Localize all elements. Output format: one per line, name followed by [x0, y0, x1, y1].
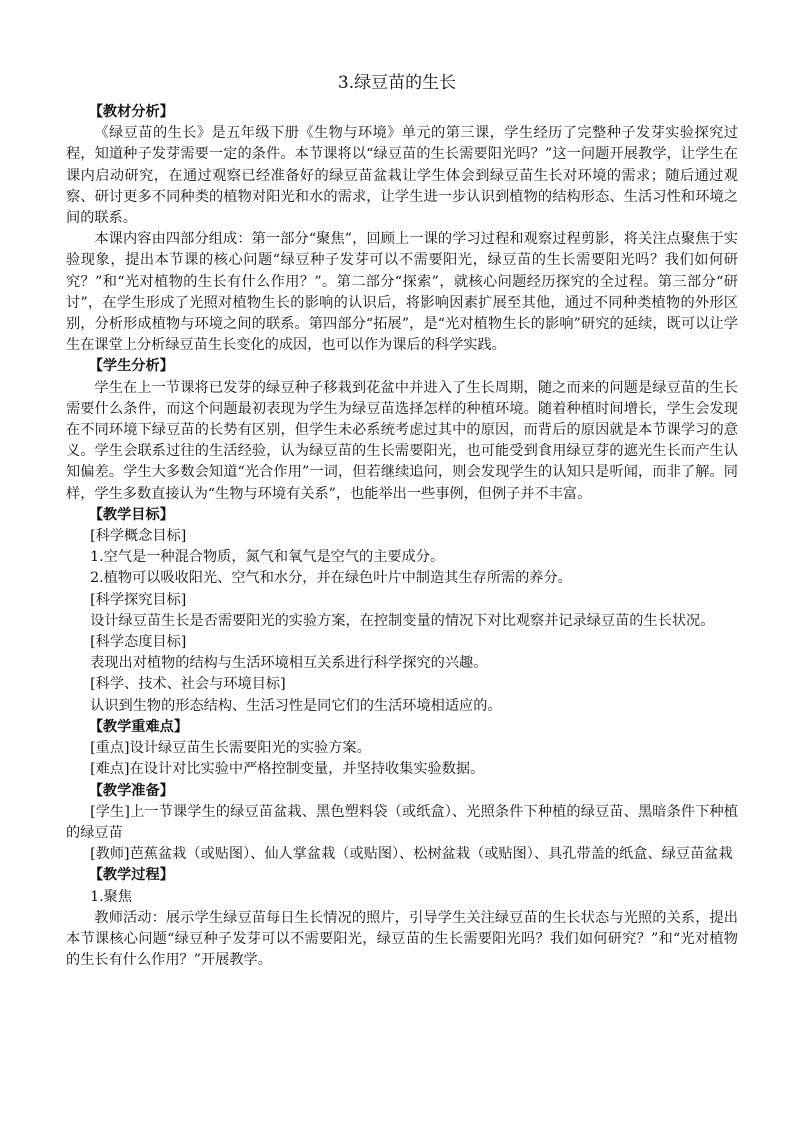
section-heading-prep: 【教学准备】 [88, 782, 174, 799]
paragraph: 《绿豆苗的生长》是五年级下册《生物与环境》单元的第三课，学生经历了完整种子发芽实验探究过程，知道种子发芽需要一定的条件。本节课将以“绿豆苗的生长需要阳光吗？”这一问题开展教学，让学生在课内启动研究，在通过观察已经准备好的绿豆苗盆栽让学生体会到绿豆苗生长对环境的需求；随后通过观察、研讨更多不同种类的植物对阳光和水的需求，让学生进一步认识到植物的结构形态、生活习性和环境之间的联系。 [66, 125, 738, 227]
section-heading-goals: 【教学目标】 [88, 506, 174, 523]
prep-student: [学生]上一节课学生的绿豆苗盆栽、黑色塑料袋（或纸盒）、光照条件下种植的绿豆苗、黑暗条件下种植的绿豆苗 [66, 803, 738, 841]
goal-label-concept: [科学概念目标] [90, 528, 187, 545]
document-body [66, 102, 738, 971]
paragraph: 学生在上一节课将已发芽的绿豆种子移栽到花盆中并进入了生长周期，随之而来的问题是绿豆苗的生长需要什么条件，而这个问题最初表现为学生为绿豆苗选择怎样的种植环境。随着种植时间增长，学生会发现在不同环境下绿豆苗的长势有区别，但学生未必系统考虑过其中的原因，而背后的原因就是本节课学习的意义。学生会联系过往的生活经验，认为绿豆苗的生长需要阳光，也可能受到食用绿豆芽的遮光生长而产生认知偏差。学生大多数会知道“光合作用”一词，但若继续追问，则会发现学生的认知只是听闻，而非了解。同样，学生多数直接认为“生物与环境有关系”，也能举出一些事例，但例子并不丰富。 [66, 379, 738, 502]
goal-label-stse: [科学、技术、社会与环境目标] [90, 676, 286, 693]
goal-item: 1.空气是一种混合物质，氮气和氧气是空气的主要成分。 [90, 549, 445, 566]
goal-item: 2.植物可以吸收阳光、空气和水分，并在绿色叶片中制造其生存所需的养分。 [90, 570, 572, 587]
difficult-point: [难点]在设计对比实验中严格控制变量，并坚持收集实验数据。 [90, 761, 485, 778]
goal-label-inquiry: [科学探究目标] [90, 591, 187, 608]
goal-text: 表现出对植物的结构与生活环境相互关系进行科学探究的兴趣。 [90, 655, 488, 672]
section-heading-key-points: 【教学重难点】 [88, 718, 189, 735]
goal-label-attitude: [科学态度目标] [90, 634, 187, 651]
section-heading-students: 【学生分析】 [88, 358, 174, 375]
section-heading-process: 【教学过程】 [88, 867, 174, 884]
paragraph: 教师活动：展示学生绿豆苗每日生长情况的照片，引导学生关注绿豆苗的生长状态与光照的关系，提出本节课核心问题“绿豆种子发芽可以不需要阳光，绿豆苗的生长需要阳光吗？我们如何研究？”和“光对植物的生长有什么作用？”开展教学。 [66, 909, 738, 969]
prep-teacher: [教师]芭蕉盆栽（或贴图）、仙人掌盆栽（或贴图）、松树盆栽（或贴图）、具孔带盖的纸盒、绿豆苗盆栽 [90, 846, 733, 863]
section-heading-textbook: 【教材分析】 [88, 104, 174, 120]
document-title: 3.绿豆苗的生长 [337, 73, 457, 93]
process-step: 1.聚焦 [90, 888, 133, 905]
key-point: [重点]设计绿豆苗生长需要阳光的实验方案。 [90, 740, 371, 757]
goal-text: 设计绿豆苗生长是否需要阳光的实验方案，在控制变量的情况下对比观察并记录绿豆苗的生长状况。 [90, 612, 715, 629]
goal-text: 认识到生物的形态结构、生活习性是同它们的生活环境相适应的。 [90, 697, 502, 714]
paragraph: 本课内容由四部分组成：第一部分“聚焦”，回顾上一课的学习过程和观察过程剪影，将关注点聚焦于实验现象，提出本节课的核心问题“绿豆种子发芽可以不需要阳光，绿豆苗的生长需要阳光吗？我们如何研究？”和“光对植物的生长有什么作用？”。第二部分“探索”，就核心问题经历探究的全过程。第三部分“研讨”，在学生形成了光照对植物生长的影响的认识后，将影响因素扩展至其他，通过不同种类植物的外形区别，分析形成植物与环境之间的联系。第四部分“拓展”，是“光对植物生长的影响”研究的延续，既可以让学生在课堂上分析绿豆苗生长变化的成因，也可以作为课后的科学实践。 [66, 231, 738, 354]
